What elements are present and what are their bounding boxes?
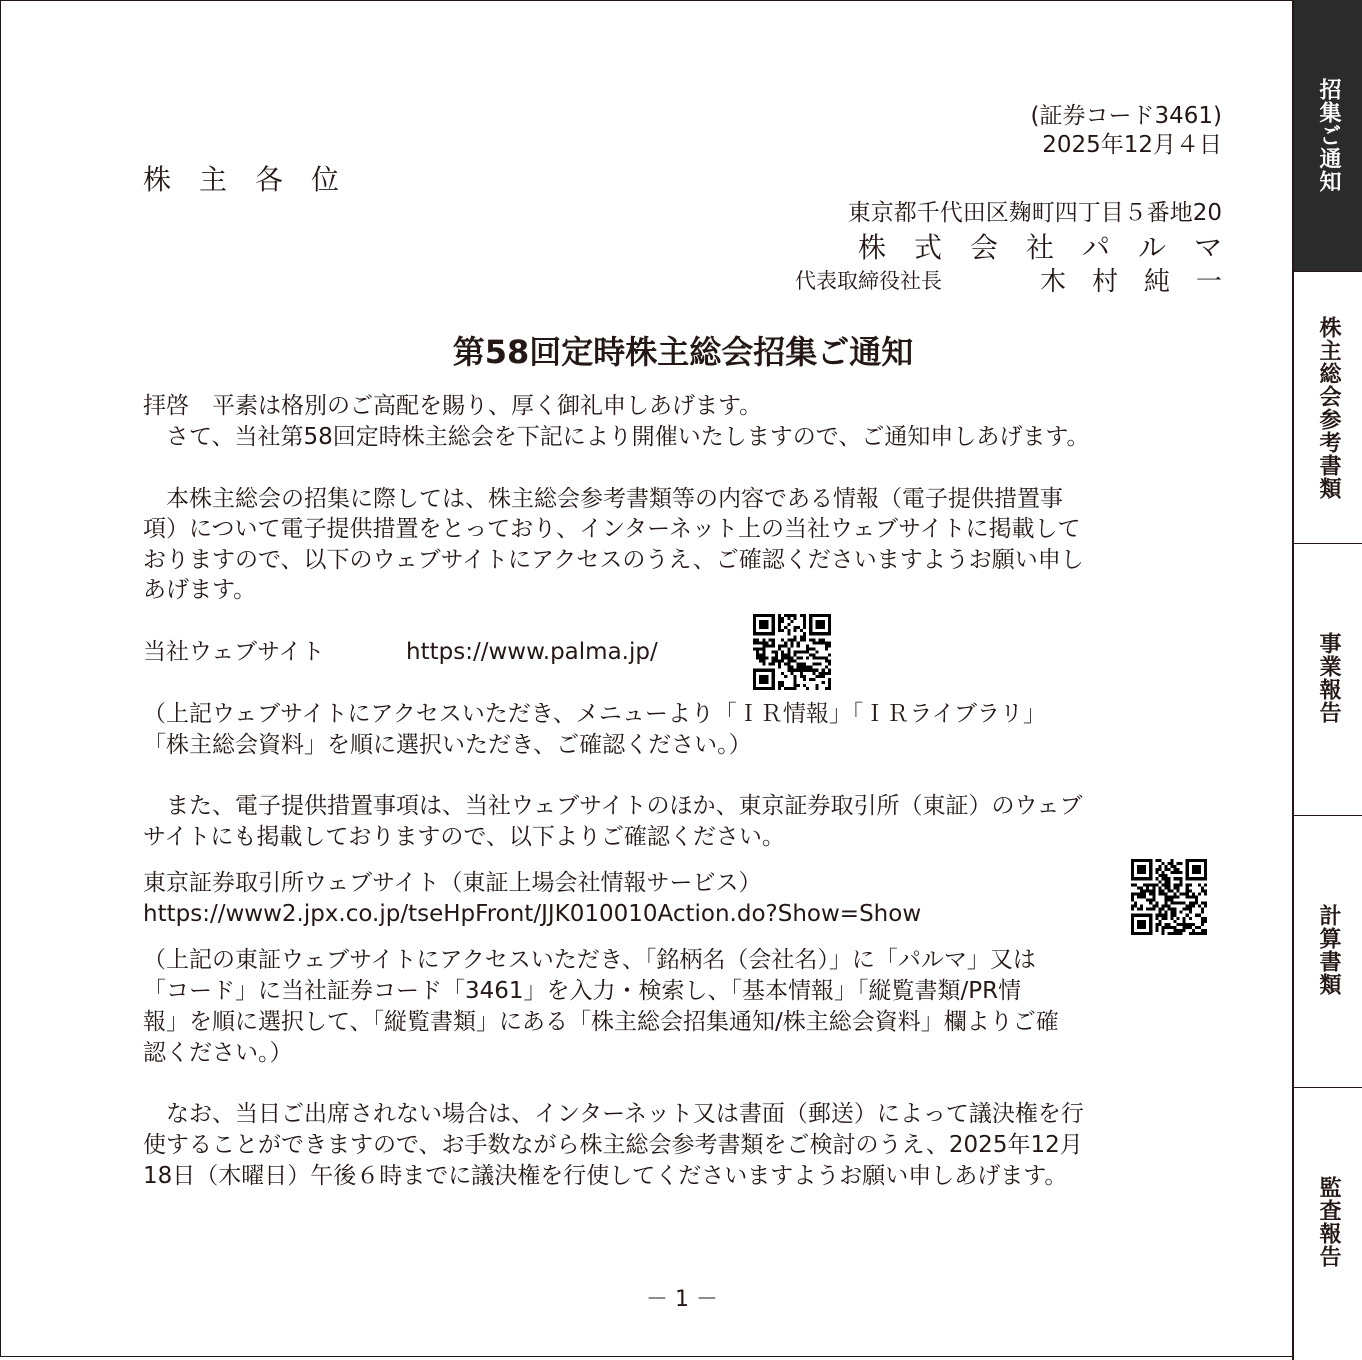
issue-date: 2025年12月４日 xyxy=(1042,132,1222,158)
paragraph-line: あげます。 xyxy=(143,577,257,603)
paragraph-line: 項）について電子提供措置をとっており、インターネット上の当社ウェブサイトに掲載して xyxy=(143,516,1081,542)
website-qr-code[interactable] xyxy=(753,614,831,690)
paragraph-line: また、電子提供措置事項は、当社ウェブサイトのほか、東京証券取引所（東証）のウェブ xyxy=(143,793,1083,819)
paragraph-line: おりますので、以下のウェブサイトにアクセスのうえ、ご確認くださいますようお願い申し xyxy=(143,547,1084,573)
section-sidebar xyxy=(1292,0,1362,1360)
tse-note-line: （上記の東証ウェブサイトにアクセスいただき、「銘柄名（会社名）」に「パルマ」又は xyxy=(143,947,1036,973)
tse-qr-code[interactable] xyxy=(1131,859,1207,935)
tab-label: 事業報告 xyxy=(1316,632,1341,724)
tse-note-line: 「コード」に当社証券コード「3461」を入力・検索し、「基本情報」「縦覧書類/PR情 xyxy=(143,978,1022,1004)
website-note-line: （上記ウェブサイトにアクセスいただき、メニューより「ＩＲ情報」「ＩＲライブラリ」 xyxy=(143,701,1046,727)
greeting-line: さて、当社第58回定時株主総会を下記により開催いたしますので、ご通知申しあげます。 xyxy=(143,424,1090,450)
tab-audit-report[interactable] xyxy=(1294,1088,1362,1360)
representative-title: 代表取締役社長 xyxy=(795,269,942,293)
paragraph-line: サイトにも掲載しておりますので、以下よりご確認ください。 xyxy=(143,824,785,850)
tse-website-label: 東京証券取引所ウェブサイト（東証上場会社情報サービス） xyxy=(143,870,762,896)
paragraph-line: 本株主総会の招集に際しては、株主総会参考書類等の内容である情報（電子提供措置事 xyxy=(143,486,1063,512)
notice-title: 第58回定時株主総会招集ご通知 xyxy=(452,333,914,371)
paragraph-line: 18日（木曜日）午後６時までに議決権を行使してくださいますようお願い申しあげます。 xyxy=(143,1163,1068,1189)
website-label: 当社ウェブサイト xyxy=(143,639,325,665)
paragraph-line: 使することができますので、お手数ながら株主総会参考書類をご検討のうえ、2025年12月 xyxy=(143,1132,1083,1158)
tab-business-report[interactable] xyxy=(1294,544,1362,816)
company-name: 株 式 会 社 パ ル マ xyxy=(857,231,1222,264)
tab-label: 計算書類 xyxy=(1316,904,1341,996)
tab-label: 株主総会参考書類 xyxy=(1316,316,1341,500)
securities-code: (証券コード3461) xyxy=(1030,103,1222,129)
greeting-line: 拝啓 平素は格別のご高配を賜り、厚く御礼申しあげます。 xyxy=(143,393,763,419)
website-note-line: 「株主総会資料」を順に選択いただき、ご確認ください。） xyxy=(143,732,752,758)
website-url[interactable]: https://www.palma.jp/ xyxy=(406,639,658,665)
paragraph-line: なお、当日ご出席されない場合は、インターネット又は書面（郵送）によって議決権を行 xyxy=(143,1101,1084,1127)
representative-name: 木 村 純 一 xyxy=(1039,267,1222,297)
tse-website-url[interactable]: https://www2.jpx.co.jp/tseHpFront/JJK010010Action.do?Show=Show xyxy=(143,901,922,927)
tab-label: 監査報告 xyxy=(1316,1176,1341,1268)
tab-notice[interactable] xyxy=(1294,0,1362,272)
tab-label: 招集ご通知 xyxy=(1316,78,1341,193)
addressee: 株 主 各 位 xyxy=(143,163,340,196)
company-address: 東京都千代田区麹町四丁目５番地20 xyxy=(847,200,1222,226)
tab-financial-statements[interactable] xyxy=(1294,816,1362,1088)
tse-note-line: 報」を順に選択して、「縦覧書類」にある「株主総会招集通知/株主総会資料」欄よりご確 xyxy=(143,1009,1059,1035)
page-number: － 1 － xyxy=(646,1287,718,1312)
tab-reference-documents[interactable] xyxy=(1294,272,1362,544)
tse-note-line: 認ください。） xyxy=(143,1040,293,1066)
